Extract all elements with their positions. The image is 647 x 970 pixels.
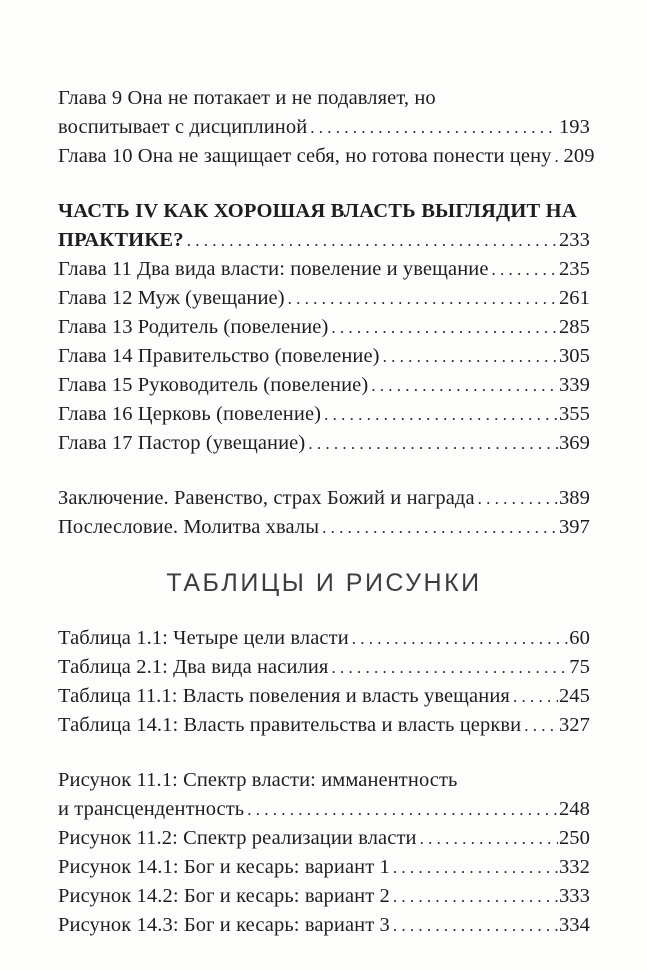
toc-entry-text: Рисунок 11.2: Спектр реализации власти — [58, 827, 417, 849]
dot-leader — [308, 429, 558, 458]
toc-entry-text: Таблица 1.1: Четыре цели власти — [58, 627, 349, 649]
toc-page-number: 389 — [558, 487, 590, 509]
toc-entry-text: Глава 9 Она не потакает и не подавляет, но — [58, 87, 436, 109]
toc-entry-text: Таблица 11.1: Власть повеления и власть увещания — [58, 685, 510, 707]
toc-entry-text: Рисунок 14.1: Бог и кесарь: вариант 1 — [58, 856, 390, 878]
toc-entry — [58, 255, 590, 284]
toc-page-number: 327 — [558, 714, 590, 736]
dot-leader — [324, 400, 558, 429]
toc-page-number: 285 — [558, 316, 590, 338]
dot-leader — [187, 226, 558, 255]
toc-page-number: 245 — [558, 685, 590, 707]
toc-entry-text: Глава 14 Правительство (повеление) — [58, 345, 380, 367]
toc-entry-text: ЧАСТЬ IV КАК ХОРОШАЯ ВЛАСТЬ ВЫГЛЯДИТ НА — [58, 200, 577, 222]
toc-entry — [58, 911, 590, 940]
toc-entry — [58, 400, 590, 429]
toc-entry-text: воспитывает с дисциплиной — [58, 116, 308, 138]
toc-page-number: 250 — [558, 827, 590, 849]
tables-figures-heading: ТАБЛИЦЫ И РИСУНКИ — [166, 569, 482, 597]
dot-leader — [331, 313, 558, 342]
toc-entry-text: Послесловие. Молитва хвалы — [58, 516, 320, 538]
dot-leader — [393, 911, 558, 940]
dot-leader — [555, 142, 563, 171]
toc-entry — [58, 624, 590, 653]
toc-page-number: 209 — [563, 145, 595, 167]
dot-leader — [352, 624, 569, 653]
toc-page-number: 355 — [558, 403, 590, 425]
toc-page-number: 60 — [569, 627, 590, 649]
toc-page-number: 261 — [558, 287, 590, 309]
toc-page-number: 75 — [569, 656, 590, 678]
toc-entry — [58, 795, 590, 824]
toc-entry-text: и трансцендентность — [58, 798, 245, 820]
dot-leader — [393, 882, 558, 911]
toc-entry-text: Рисунок 11.1: Спектр власти: имманентность — [58, 769, 458, 791]
toc-page-number: 332 — [558, 856, 590, 878]
toc-entry — [58, 84, 590, 113]
toc-entry — [58, 284, 590, 313]
dot-leader — [331, 653, 568, 682]
toc-page-number: 248 — [558, 798, 590, 820]
toc-entry-text: Заключение. Равенство, страх Божий и награда — [58, 487, 475, 509]
toc-entry-part-heading — [58, 226, 590, 255]
toc-entry — [58, 342, 590, 371]
toc-page-number: 235 — [558, 258, 590, 280]
toc-entry — [58, 142, 595, 171]
toc-entry-text: Глава 12 Муж (увещание) — [58, 287, 285, 309]
dot-leader — [371, 371, 558, 400]
dot-leader — [513, 682, 558, 711]
dot-leader — [393, 853, 558, 882]
dot-leader — [420, 824, 558, 853]
toc-entry-text: Рисунок 14.3: Бог и кесарь: вариант 3 — [58, 914, 390, 936]
toc-entry — [58, 313, 590, 342]
toc-entry — [58, 653, 590, 682]
dot-leader — [478, 484, 558, 513]
toc-entry — [58, 484, 590, 513]
dot-leader — [310, 113, 558, 142]
toc-entry-text: Глава 15 Руководитель (повеление) — [58, 374, 369, 396]
toc-page-number: 339 — [558, 374, 590, 396]
dot-leader — [288, 284, 558, 313]
toc-page-number: 369 — [558, 432, 590, 454]
toc-page-number: 193 — [558, 116, 590, 138]
toc-entry — [58, 711, 590, 740]
toc-entry-text: Глава 16 Церковь (повеление) — [58, 403, 322, 425]
toc-entry — [58, 853, 590, 882]
dot-leader — [247, 795, 558, 824]
toc-entry — [58, 824, 590, 853]
toc-page-number: 233 — [558, 229, 590, 251]
table-of-contents — [58, 84, 595, 940]
dot-leader — [524, 711, 558, 740]
toc-entry-text: Таблица 2.1: Два вида насилия — [58, 656, 329, 678]
toc-page-number: 397 — [558, 516, 590, 538]
toc-entry — [58, 429, 590, 458]
toc-entry-part-heading — [58, 197, 590, 226]
toc-entry-text: Глава 13 Родитель (повеление) — [58, 316, 329, 338]
toc-page-number: 334 — [558, 914, 590, 936]
toc-page-number: 305 — [558, 345, 590, 367]
toc-entry — [58, 682, 590, 711]
dot-leader — [322, 513, 558, 542]
toc-entry-text: Глава 17 Пастор (увещание) — [58, 432, 306, 454]
toc-entry — [58, 882, 590, 911]
dot-leader — [383, 342, 558, 371]
toc-entry — [58, 513, 590, 542]
toc-entry — [58, 113, 590, 142]
toc-entry — [58, 766, 590, 795]
toc-entry-text: ПРАКТИКЕ? — [58, 229, 184, 251]
dot-leader — [492, 255, 558, 284]
toc-page-number: 333 — [558, 885, 590, 907]
toc-entry — [58, 371, 590, 400]
toc-entry-text: Таблица 14.1: Власть правительства и власть церкви — [58, 714, 522, 736]
toc-entry-text: Глава 10 Она не защищает себя, но готова понести цену — [58, 145, 552, 167]
toc-entry-text: Глава 11 Два вида власти: повеление и увещание — [58, 258, 489, 280]
toc-entry-text: Рисунок 14.2: Бог и кесарь: вариант 2 — [58, 885, 390, 907]
